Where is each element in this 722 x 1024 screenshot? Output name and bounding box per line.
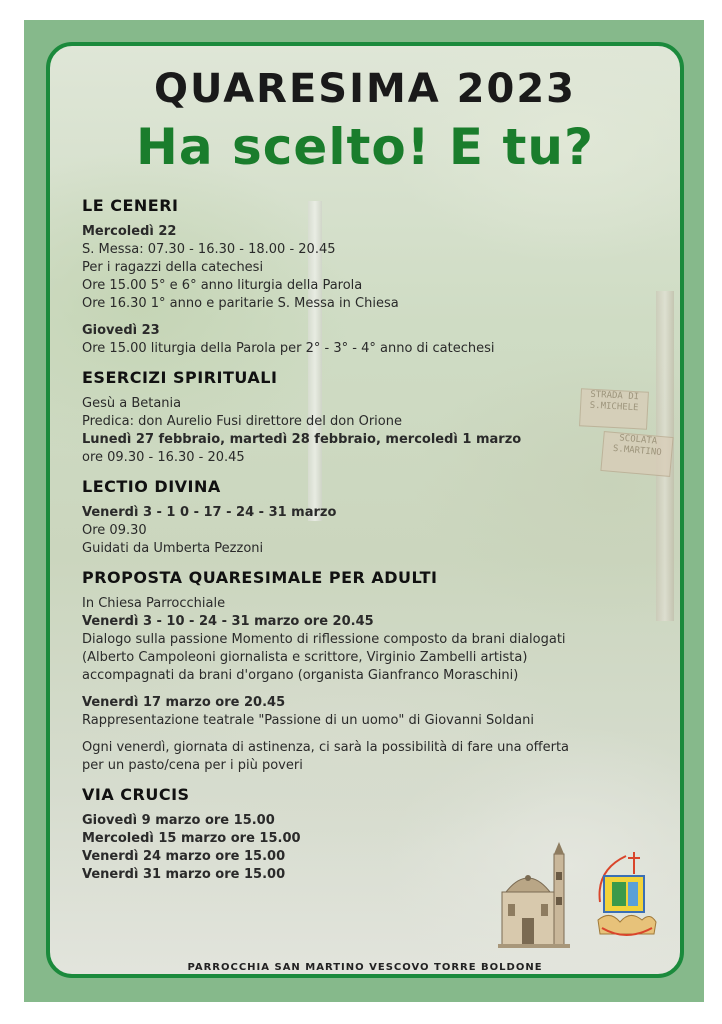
event-date-line: Mercoledì 15 marzo ore 15.00 — [82, 831, 301, 846]
poster-title: QUARESIMA 2023 — [153, 66, 577, 112]
event-detail-line: Ore 15.00 5° e 6° anno liturgia della Parola — [82, 278, 363, 293]
section-heading: LE CENERI — [82, 196, 179, 215]
spacer — [82, 730, 662, 739]
event-date-line: Lunedì 27 febbraio, martedì 28 febbraio, mercoledì 1 marzo — [82, 432, 522, 447]
section-heading: ESERCIZI SPIRITUALI — [82, 368, 278, 387]
event-detail-line: accompagnati da brani d'organo (organista Gianfranco Moraschini) — [82, 668, 519, 683]
event-detail-line: ore 09.30 - 16.30 - 20.45 — [82, 450, 245, 465]
spacer — [82, 313, 662, 322]
event-detail-line: Guidati da Umberta Pezzoni — [82, 541, 264, 556]
parish-footer: PARROCCHIA SAN MARTINO VESCOVO TORRE BOLDONE — [187, 962, 543, 973]
trail-sign-bottom: SCOLATA S.MARTINO — [600, 431, 673, 477]
spacer — [82, 685, 662, 694]
section-heading: LECTIO DIVINA — [82, 477, 221, 496]
section — [82, 368, 662, 467]
section-spacer — [82, 558, 662, 568]
event-detail-line: Rappresentazione teatrale "Passione di un uomo" di Giovanni Soldani — [82, 713, 534, 728]
event-date-line: Venerdì 31 marzo ore 15.00 — [82, 867, 286, 882]
event-date-line: Venerdì 24 marzo ore 15.00 — [82, 849, 286, 864]
event-detail-line: Ogni venerdì, giornata di astinenza, ci sarà la possibilità di fare una offerta — [82, 740, 570, 755]
event-date-line: Mercoledì 22 — [82, 224, 177, 239]
event-date-line: Venerdì 3 - 10 - 24 - 31 marzo ore 20.45 — [82, 614, 374, 629]
section-heading: PROPOSTA QUARESIMALE PER ADULTI — [82, 568, 438, 587]
poster — [46, 42, 684, 978]
section — [82, 568, 662, 775]
event-detail-line: per un pasto/cena per i più poveri — [82, 758, 303, 773]
event-date-line: Venerdì 3 - 1 0 - 17 - 24 - 31 marzo — [82, 505, 337, 520]
event-detail-line: Predica: don Aurelio Fusi direttore del don Orione — [82, 414, 402, 429]
poster-subtitle: Ha scelto! E tu? — [136, 118, 594, 176]
parish-logo-icon — [590, 850, 662, 946]
trail-sign-top: STRADA DI S.MICHELE — [579, 388, 649, 430]
section — [82, 477, 662, 558]
event-date-line: Giovedì 23 — [82, 323, 160, 338]
event-detail-line: In Chiesa Parrocchiale — [82, 596, 226, 611]
section-heading: VIA CRUCIS — [82, 785, 190, 804]
program-content — [82, 196, 662, 884]
event-detail-line: Dialogo sulla passione Momento di riflessione composto da brani dialogati — [82, 632, 566, 647]
event-detail-line: Ore 09.30 — [82, 523, 147, 538]
section-spacer — [82, 775, 662, 785]
section-spacer — [82, 358, 662, 368]
event-detail-line: Ore 16.30 1° anno e paritarie S. Messa in Chiesa — [82, 296, 399, 311]
event-detail-line: (Alberto Campoleoni giornalista e scrittore, Virginio Zambelli artista) — [82, 650, 528, 665]
event-date-line: Venerdì 17 marzo ore 20.45 — [82, 695, 286, 710]
section — [82, 196, 662, 358]
section-spacer — [82, 467, 662, 477]
event-detail-line: Gesù a Betania — [82, 396, 182, 411]
event-detail-line: Per i ragazzi della catechesi — [82, 260, 264, 275]
event-detail-line: S. Messa: 07.30 - 16.30 - 18.00 - 20.45 — [82, 242, 336, 257]
event-detail-line: Ore 15.00 liturgia della Parola per 2° - 3° - 4° anno di catechesi — [82, 341, 495, 356]
church-icon — [496, 842, 576, 952]
event-date-line: Giovedì 9 marzo ore 15.00 — [82, 813, 275, 828]
